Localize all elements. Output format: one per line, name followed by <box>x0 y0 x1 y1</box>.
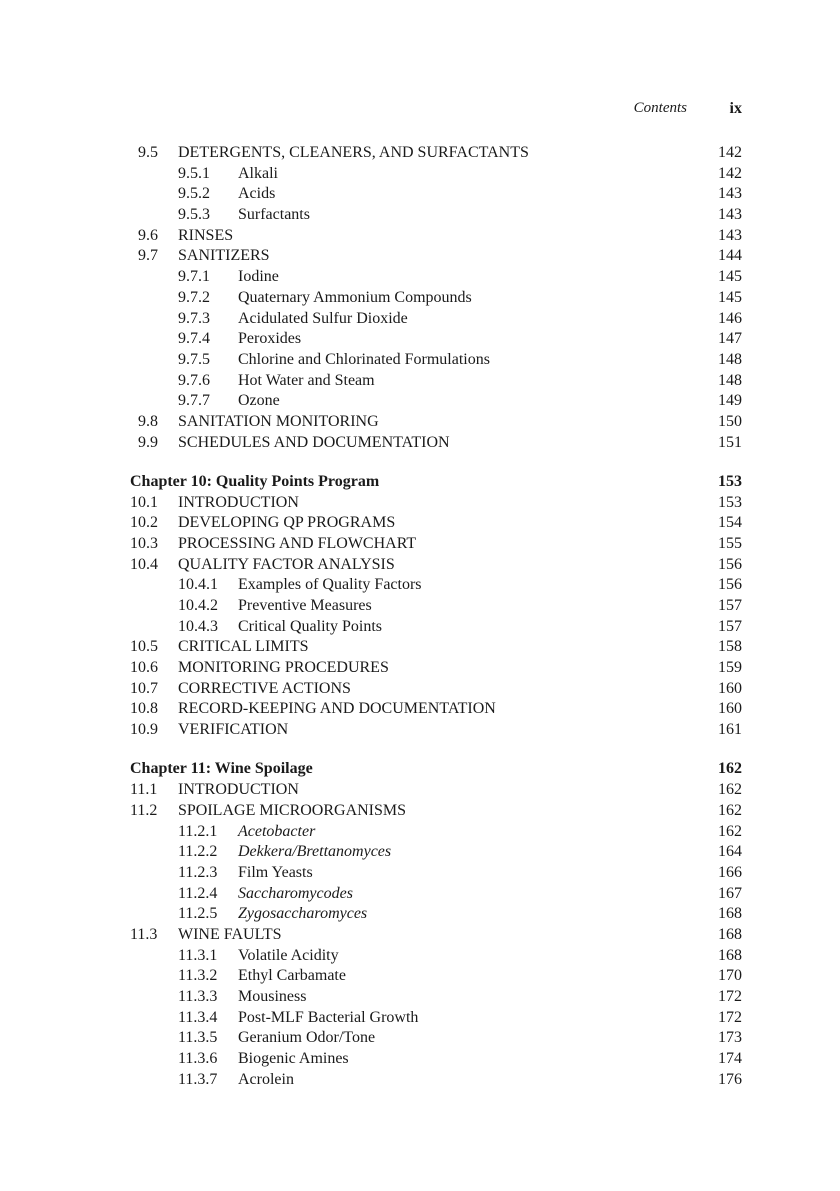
entry-page-number: 154 <box>718 514 742 532</box>
entry-title: Chapter 11: Wine Spoilage <box>130 760 313 778</box>
entry-number: 10.4.1 <box>178 576 218 594</box>
entry-number: 11.3.5 <box>178 1029 218 1047</box>
entry-number: 9.7 <box>138 247 158 265</box>
toc-subsection-entry[interactable] <box>0 1028 840 1049</box>
entry-title: Iodine <box>238 268 279 286</box>
toc-section-entry[interactable] <box>0 412 840 433</box>
entry-number: 9.7.1 <box>178 268 210 286</box>
entry-number: 9.9 <box>138 433 158 451</box>
entry-page-number: 150 <box>718 412 742 430</box>
entry-page-number: 172 <box>718 988 742 1005</box>
entry-number: 9.5.1 <box>178 164 210 182</box>
entry-title: Quaternary Ammonium Compounds <box>238 288 472 306</box>
entry-number: 9.7.5 <box>178 350 210 368</box>
entry-page-number: 172 <box>718 1008 742 1026</box>
running-title: Contents <box>633 100 687 116</box>
toc-subsection-entry[interactable] <box>0 205 840 226</box>
entry-title: Examples of Quality Factors <box>238 576 422 594</box>
entry-title: Acetobacter <box>238 822 316 840</box>
entry-page-number: 166 <box>718 863 742 881</box>
entry-number: 10.9 <box>130 721 158 739</box>
entry-title: SANITIZERS <box>178 247 270 265</box>
toc-section-entry[interactable] <box>0 801 840 822</box>
entry-page-number: 143 <box>718 206 742 224</box>
entry-page-number: 174 <box>718 1050 742 1068</box>
entry-number: 11.1 <box>130 781 158 799</box>
entry-number: 11.2.3 <box>178 863 218 881</box>
entry-title: DETERGENTS, CLEANERS, AND SURFACTANTS <box>178 144 529 161</box>
entry-page-number: 143 <box>718 185 742 203</box>
entry-title: Saccharomycodes <box>238 884 353 902</box>
entry-number: 11.3.3 <box>178 988 218 1005</box>
entry-page-number: 142 <box>718 144 742 161</box>
entry-title: SCHEDULES AND DOCUMENTATION <box>178 433 450 451</box>
entry-page-number: 168 <box>718 905 742 923</box>
entry-page-number: 143 <box>718 226 742 244</box>
entry-page-number: 160 <box>718 700 742 718</box>
toc-subsection-entry[interactable] <box>0 863 840 884</box>
toc-subsection-entry[interactable] <box>0 288 840 309</box>
toc-subsection-entry[interactable] <box>0 904 840 925</box>
entry-title: Acrolein <box>238 1070 294 1088</box>
entry-number: 11.2.1 <box>178 822 218 840</box>
entry-number: 9.8 <box>138 412 158 430</box>
entry-title: Ozone <box>238 392 280 410</box>
toc-section-entry[interactable] <box>0 534 840 555</box>
entry-title: Surfactants <box>238 206 310 224</box>
toc-subsection-entry[interactable] <box>0 267 840 288</box>
entry-page-number: 153 <box>718 472 742 490</box>
toc-subsection-entry[interactable] <box>0 391 840 412</box>
entry-number: 11.3.4 <box>178 1008 218 1026</box>
entry-number: 11.2.5 <box>178 905 218 923</box>
entry-number: 10.7 <box>130 679 158 697</box>
entry-page-number: 145 <box>718 268 742 286</box>
entry-number: 9.7.2 <box>178 288 210 306</box>
toc-subsection-entry[interactable] <box>0 946 840 967</box>
entry-title: Chapter 10: Quality Points Program <box>130 472 380 490</box>
entry-title: Critical Quality Points <box>238 617 382 635</box>
page-number: ix <box>729 100 742 117</box>
entry-number: 11.2 <box>130 801 158 819</box>
entry-page-number: 156 <box>718 576 742 594</box>
entry-page-number: 156 <box>718 555 742 573</box>
toc-subsection-entry[interactable] <box>0 184 840 205</box>
toc-section-entry[interactable] <box>0 720 840 741</box>
entry-page-number: 168 <box>718 946 742 964</box>
entry-page-number: 146 <box>718 309 742 327</box>
entry-page-number: 148 <box>718 371 742 389</box>
entry-title: Acids <box>238 185 276 203</box>
entry-page-number: 157 <box>718 617 742 635</box>
toc-subsection-entry[interactable] <box>0 1008 840 1029</box>
entry-number: 11.3 <box>130 925 158 943</box>
entry-page-number: 155 <box>718 534 742 552</box>
entry-title: Film Yeasts <box>238 863 313 881</box>
toc-subsection-entry[interactable] <box>0 309 840 330</box>
toc-section-entry[interactable] <box>0 555 840 576</box>
toc-section-entry[interactable] <box>0 780 840 801</box>
section-gap <box>0 453 840 472</box>
entry-number: 11.3.2 <box>178 967 218 985</box>
entry-page-number: 158 <box>718 638 742 656</box>
entry-page-number: 149 <box>718 392 742 410</box>
toc-subsection-entry[interactable] <box>0 371 840 392</box>
entry-page-number: 148 <box>718 350 742 368</box>
entry-page-number: 151 <box>718 433 742 451</box>
toc-section-entry[interactable] <box>0 658 840 679</box>
toc-section-entry[interactable] <box>0 925 840 946</box>
entry-title: DEVELOPING QP PROGRAMS <box>178 514 396 532</box>
entry-page-number: 162 <box>718 801 742 819</box>
entry-title: QUALITY FACTOR ANALYSIS <box>178 555 395 573</box>
entry-number: 9.5.2 <box>178 185 210 203</box>
entry-page-number: 144 <box>718 247 742 265</box>
entry-number: 9.7.7 <box>178 392 210 410</box>
entry-page-number: 159 <box>718 659 742 677</box>
entry-number: 10.1 <box>130 493 158 511</box>
entry-title: Zygosaccharomyces <box>238 905 368 923</box>
toc-subsection-entry[interactable] <box>0 596 840 617</box>
entry-title: Hot Water and Steam <box>238 371 375 389</box>
entry-page-number: 153 <box>718 493 742 511</box>
toc-section-entry[interactable] <box>0 699 840 720</box>
entry-number: 11.3.6 <box>178 1050 218 1068</box>
entry-title: Alkali <box>238 164 278 182</box>
toc-subsection-entry[interactable] <box>0 966 840 987</box>
toc-subsection-entry[interactable] <box>0 1070 840 1091</box>
toc-section-entry[interactable] <box>0 433 840 454</box>
toc-chapter-entry[interactable] <box>0 759 840 780</box>
entry-page-number: 168 <box>718 925 742 943</box>
entry-number: 9.6 <box>138 226 158 244</box>
toc-subsection-entry[interactable] <box>0 842 840 863</box>
entry-number: 10.5 <box>130 638 158 656</box>
entry-title: Biogenic Amines <box>238 1050 349 1068</box>
toc-subsection-entry[interactable] <box>0 822 840 843</box>
toc-section-entry[interactable] <box>0 493 840 514</box>
entry-number: 10.6 <box>130 659 158 677</box>
entry-number: 9.5 <box>138 144 158 161</box>
entry-title: INTRODUCTION <box>178 781 299 799</box>
entry-title: MONITORING PROCEDURES <box>178 659 389 677</box>
toc-subsection-entry[interactable] <box>0 329 840 350</box>
entry-page-number: 145 <box>718 288 742 306</box>
entry-title: RINSES <box>178 226 234 244</box>
entry-number: 10.8 <box>130 700 158 718</box>
entry-number: 9.7.6 <box>178 371 210 389</box>
entry-title: Acidulated Sulfur Dioxide <box>238 309 408 327</box>
entry-title: PROCESSING AND FLOWCHART <box>178 534 417 552</box>
toc-subsection-entry[interactable] <box>0 617 840 638</box>
entry-title: RECORD-KEEPING AND DOCUMENTATION <box>178 700 496 718</box>
toc-section-entry[interactable] <box>0 679 840 700</box>
entry-title: Peroxides <box>238 330 302 348</box>
toc-subsection-entry[interactable] <box>0 164 840 185</box>
toc-subsection-entry[interactable] <box>0 350 840 371</box>
entry-number: 10.4.2 <box>178 597 218 615</box>
entry-title: Ethyl Carbamate <box>238 967 346 985</box>
entry-page-number: 164 <box>718 843 742 861</box>
entry-title: INTRODUCTION <box>178 493 299 511</box>
entry-number: 10.3 <box>130 534 158 552</box>
entry-number: 9.7.4 <box>178 330 210 348</box>
entry-number: 11.3.7 <box>178 1070 218 1088</box>
toc-subsection-entry[interactable] <box>0 575 840 596</box>
entry-number: 10.4 <box>130 555 158 573</box>
entry-title: WINE FAULTS <box>178 925 282 943</box>
entry-title: SANITATION MONITORING <box>178 412 379 430</box>
entry-number: 11.3.1 <box>178 946 218 964</box>
entry-title: Post-MLF Bacterial Growth <box>238 1008 419 1026</box>
toc-section-entry[interactable] <box>0 513 840 534</box>
entry-page-number: 142 <box>718 164 742 182</box>
entry-number: 10.2 <box>130 514 158 532</box>
toc-section-entry[interactable] <box>0 226 840 247</box>
entry-page-number: 173 <box>718 1029 742 1047</box>
entry-title: Dekkera/Brettanomyces <box>238 843 392 861</box>
entry-number: 11.2.2 <box>178 843 218 861</box>
toc-subsection-entry[interactable] <box>0 1049 840 1070</box>
entry-page-number: 170 <box>718 967 742 985</box>
entry-number: 9.7.3 <box>178 309 210 327</box>
running-header <box>0 100 840 122</box>
toc-section-entry[interactable] <box>0 246 840 267</box>
entry-title: Chlorine and Chlorinated Formulations <box>238 350 490 368</box>
entry-title: CORRECTIVE ACTIONS <box>178 679 351 697</box>
toc-chapter-entry[interactable] <box>0 472 840 493</box>
entry-title: Geranium Odor/Tone <box>238 1029 376 1047</box>
toc-subsection-entry[interactable] <box>0 987 840 1008</box>
entry-page-number: 176 <box>718 1070 742 1088</box>
entry-number: 10.4.3 <box>178 617 218 635</box>
entry-title: Mousiness <box>238 988 307 1005</box>
entry-number: 9.5.3 <box>178 206 210 224</box>
table-of-contents <box>0 143 840 1090</box>
entry-number: 11.2.4 <box>178 884 218 902</box>
entry-title: CRITICAL LIMITS <box>178 638 309 656</box>
entry-title: Preventive Measures <box>238 597 372 615</box>
entry-title: SPOILAGE MICROORGANISMS <box>178 801 407 819</box>
entry-page-number: 162 <box>718 781 742 799</box>
toc-section-entry[interactable] <box>0 143 840 164</box>
toc-section-entry[interactable] <box>0 637 840 658</box>
entry-page-number: 167 <box>718 884 742 902</box>
toc-subsection-entry[interactable] <box>0 884 840 905</box>
entry-page-number: 161 <box>718 721 742 739</box>
entry-title: Volatile Acidity <box>238 946 339 964</box>
entry-page-number: 147 <box>718 330 742 348</box>
section-gap <box>0 741 840 760</box>
entry-page-number: 162 <box>718 822 742 840</box>
entry-page-number: 162 <box>718 760 742 778</box>
entry-title: VERIFICATION <box>178 721 289 739</box>
entry-page-number: 157 <box>718 597 742 615</box>
entry-page-number: 160 <box>718 679 742 697</box>
